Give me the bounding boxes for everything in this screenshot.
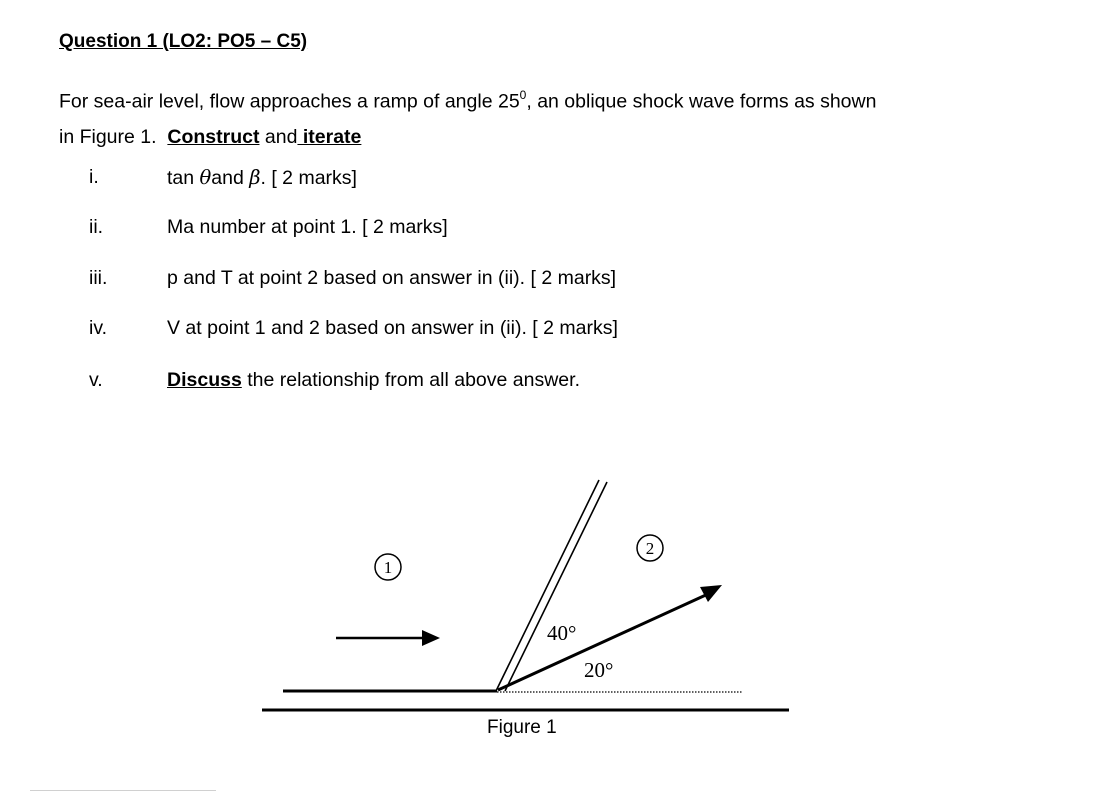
item-number: iii. [89, 267, 108, 289]
figure-caption: Figure 1 [487, 717, 557, 738]
item-text-b: and [211, 167, 250, 189]
item-number: i. [89, 166, 99, 188]
intro-text-b: , an oblique shock wave forms as shown [526, 90, 877, 113]
and-word: and [259, 126, 298, 148]
shock-angle-label: 40° [547, 621, 577, 645]
item-text: Ma number at point 1. [ 2 marks] [167, 216, 448, 238]
intro-text-c: in Figure 1. [59, 126, 168, 148]
discuss-word: Discuss [167, 369, 242, 391]
item-text-a: tan [167, 167, 200, 189]
construct-word: Construct [167, 126, 260, 148]
item-text-c: . [ 2 marks] [260, 167, 357, 189]
item-text: V at point 1 and 2 based on answer in (ii). [ 2 marks] [167, 317, 618, 339]
ramp-angle-label: 20° [584, 658, 614, 682]
region-2-label: 2 [645, 539, 655, 558]
item-number: ii. [89, 216, 104, 238]
region-1-label: 1 [383, 558, 393, 577]
incoming-arrow-head [422, 630, 440, 646]
question-title: Question 1 (LO2: PO5 – C5) [59, 31, 308, 52]
item-number: v. [89, 369, 103, 391]
theta-symbol: θ [199, 166, 212, 189]
beta-symbol: β [249, 166, 261, 189]
item-text-rest: the relationship from all above answer. [241, 369, 580, 391]
item-text: p and T at point 2 based on answer in (ii). [ 2 marks] [167, 267, 617, 289]
degree-superscript: 0 [519, 88, 527, 102]
item-number: iv. [89, 317, 108, 339]
iterate-word: iterate [297, 126, 362, 148]
intro-text-a: For sea-air level, flow approaches a ramp of angle 25 [59, 90, 520, 113]
page-divider [30, 790, 216, 791]
deflected-arrow-head [700, 585, 722, 602]
